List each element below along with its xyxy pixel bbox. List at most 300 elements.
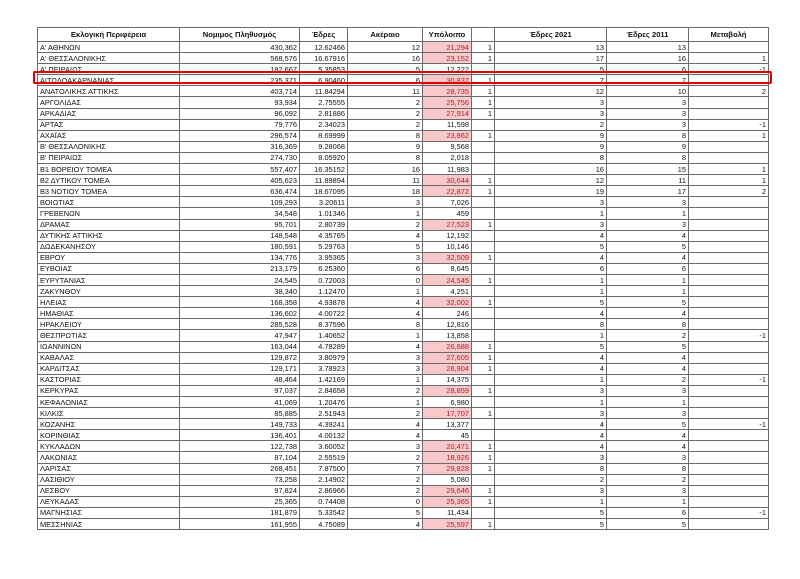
cell-integer: 4: [348, 341, 423, 352]
cell-change: [689, 230, 769, 241]
cell-seats-2021: 1: [495, 374, 607, 385]
cell-seats-2011: 4: [607, 352, 689, 363]
cell-population: 122,738: [180, 441, 300, 452]
table-row: [38, 97, 769, 108]
cell-seats-2021: 1: [495, 397, 607, 408]
cell-change: -1: [689, 119, 769, 130]
cell-extra: 1: [472, 86, 495, 97]
cell-extra: [472, 474, 495, 485]
cell-integer: 2: [348, 219, 423, 230]
table-row: [38, 374, 769, 385]
cell-remainder: 23,862: [423, 130, 472, 141]
cell-region: ΔΥΤΙΚΗΣ ΑΤΤΙΚΗΣ: [38, 230, 180, 241]
cell-change: [689, 297, 769, 308]
cell-seats-2021: 17: [495, 53, 607, 64]
header-remainder: Υπόλοιπο: [423, 28, 472, 42]
cell-remainder: 27,914: [423, 108, 472, 119]
cell-change: [689, 441, 769, 452]
cell-seats-2021: 4: [495, 230, 607, 241]
table-row: [38, 86, 769, 97]
cell-population: 274,730: [180, 152, 300, 163]
cell-integer: 2: [348, 474, 423, 485]
cell-integer: 6: [348, 263, 423, 274]
cell-integer: 8: [348, 130, 423, 141]
header-seats-2011: Έδρες 2011: [607, 28, 689, 42]
cell-change: -1: [689, 374, 769, 385]
cell-integer: 3: [348, 363, 423, 374]
cell-extra: [472, 208, 495, 219]
cell-seats: 4.78289: [300, 341, 348, 352]
cell-region: ΑΡΓΟΛΙΔΑΣ: [38, 97, 180, 108]
cell-extra: 1: [472, 297, 495, 308]
cell-integer: 0: [348, 496, 423, 507]
cell-seats-2011: 7: [607, 75, 689, 86]
cell-seats: 2.86966: [300, 485, 348, 496]
cell-seats-2021: 3: [495, 97, 607, 108]
cell-remainder: 27,605: [423, 352, 472, 363]
cell-seats-2021: 9: [495, 141, 607, 152]
cell-region: Β2 ΔΥΤΙΚΟΥ ΤΟΜΕΑ: [38, 175, 180, 186]
cell-region: ΚΙΛΚΙΣ: [38, 408, 180, 419]
cell-integer: 2: [348, 485, 423, 496]
cell-change: [689, 430, 769, 441]
cell-change: [689, 208, 769, 219]
cell-region: Β' ΘΕΣΣΑΛΟΝΙΚΗΣ: [38, 141, 180, 152]
cell-remainder: 30,837: [423, 75, 472, 86]
table-row: [38, 363, 769, 374]
cell-integer: 3: [348, 197, 423, 208]
cell-extra: 1: [472, 452, 495, 463]
cell-extra: [472, 241, 495, 252]
cell-change: [689, 408, 769, 419]
cell-change: [689, 474, 769, 485]
cell-population: 182,667: [180, 64, 300, 75]
cell-seats: 8.05920: [300, 152, 348, 163]
cell-seats-2021: 1: [495, 496, 607, 507]
cell-population: 73,258: [180, 474, 300, 485]
cell-seats-2011: 16: [607, 53, 689, 64]
cell-region: ΚΥΚΛΑΔΩΝ: [38, 441, 180, 452]
cell-change: [689, 152, 769, 163]
cell-population: 557,407: [180, 164, 300, 175]
cell-seats: 2.51943: [300, 408, 348, 419]
table-row: [38, 496, 769, 507]
cell-remainder: 246: [423, 308, 472, 319]
cell-change: [689, 319, 769, 330]
cell-seats-2011: 6: [607, 507, 689, 518]
cell-seats: 0.72003: [300, 274, 348, 285]
cell-change: [689, 397, 769, 408]
cell-seats-2011: 3: [607, 219, 689, 230]
cell-seats-2011: 5: [607, 241, 689, 252]
table-body: [38, 42, 769, 530]
header-integer: Ακέραιο: [348, 28, 423, 42]
cell-population: 181,879: [180, 507, 300, 518]
cell-seats-2011: 8: [607, 130, 689, 141]
cell-seats: 4.93878: [300, 297, 348, 308]
cell-seats-2011: 5: [607, 419, 689, 430]
cell-seats-2011: 4: [607, 430, 689, 441]
table-row: [38, 186, 769, 197]
cell-seats: 5.35853: [300, 64, 348, 75]
cell-seats-2021: 4: [495, 419, 607, 430]
cell-integer: 5: [348, 241, 423, 252]
cell-extra: 1: [472, 175, 495, 186]
cell-seats: 4.35765: [300, 230, 348, 241]
cell-integer: 18: [348, 186, 423, 197]
cell-seats: 12.62466: [300, 42, 348, 53]
cell-extra: 1: [472, 219, 495, 230]
cell-extra: [472, 141, 495, 152]
cell-remainder: 18,926: [423, 452, 472, 463]
seats-table: [37, 27, 769, 530]
cell-extra: 1: [472, 108, 495, 119]
cell-extra: 1: [472, 485, 495, 496]
cell-change: [689, 452, 769, 463]
cell-region: ΗΜΑΘΙΑΣ: [38, 308, 180, 319]
cell-extra: [472, 330, 495, 341]
cell-population: 636,474: [180, 186, 300, 197]
cell-region: ΑΝΑΤΟΛΙΚΗΣ ΑΤΤΙΚΗΣ: [38, 86, 180, 97]
cell-seats-2021: 3: [495, 385, 607, 396]
cell-integer: 2: [348, 119, 423, 130]
cell-extra: 1: [472, 186, 495, 197]
cell-seats: 7.87500: [300, 463, 348, 474]
cell-seats-2021: 19: [495, 186, 607, 197]
cell-change: [689, 308, 769, 319]
cell-seats: 6.90460: [300, 75, 348, 86]
cell-extra: [472, 430, 495, 441]
cell-seats-2021: 12: [495, 175, 607, 186]
cell-region: Α' ΑΘΗΝΩΝ: [38, 42, 180, 53]
cell-extra: 1: [472, 385, 495, 396]
cell-population: 316,369: [180, 141, 300, 152]
cell-remainder: 25,365: [423, 496, 472, 507]
cell-seats-2011: 15: [607, 164, 689, 175]
cell-population: 47,947: [180, 330, 300, 341]
cell-seats-2021: 8: [495, 319, 607, 330]
table-row: [38, 474, 769, 485]
cell-extra: 1: [472, 274, 495, 285]
cell-seats-2021: 5: [495, 297, 607, 308]
cell-remainder: 32,002: [423, 297, 472, 308]
cell-change: -1: [689, 419, 769, 430]
cell-remainder: 7,026: [423, 197, 472, 208]
cell-remainder: 25,756: [423, 97, 472, 108]
table-row: [38, 352, 769, 363]
table-row: [38, 319, 769, 330]
cell-remainder: 23,152: [423, 53, 472, 64]
cell-population: 430,362: [180, 42, 300, 53]
cell-region: ΚΟΖΑΝΗΣ: [38, 419, 180, 430]
cell-seats: 2.81886: [300, 108, 348, 119]
cell-extra: 1: [472, 363, 495, 374]
cell-region: Β' ΠΕΙΡΑΙΩΣ: [38, 152, 180, 163]
cell-region: ΑΙΤΩΛΟΑΚΑΡΝΑΝΙΑΣ: [38, 75, 180, 86]
cell-extra: 1: [472, 463, 495, 474]
cell-seats-2021: 13: [495, 42, 607, 53]
cell-seats-2011: 2: [607, 374, 689, 385]
cell-population: 136,401: [180, 430, 300, 441]
cell-population: 129,171: [180, 363, 300, 374]
header-extra: [472, 28, 495, 42]
cell-region: ΓΡΕΒΕΝΩΝ: [38, 208, 180, 219]
cell-region: ΕΥΡΥΤΑΝΙΑΣ: [38, 274, 180, 285]
table-row: [38, 53, 769, 64]
cell-change: [689, 519, 769, 530]
cell-remainder: 28,859: [423, 385, 472, 396]
table-row: [38, 119, 769, 130]
cell-region: ΚΕΦΑΛΟΝΙΑΣ: [38, 397, 180, 408]
cell-integer: 0: [348, 274, 423, 285]
table-row: [38, 252, 769, 263]
cell-seats-2021: 8: [495, 152, 607, 163]
cell-seats-2021: 1: [495, 274, 607, 285]
cell-extra: [472, 164, 495, 175]
cell-change: [689, 141, 769, 152]
cell-seats: 1.20476: [300, 397, 348, 408]
cell-seats: 11.84294: [300, 86, 348, 97]
cell-population: 97,824: [180, 485, 300, 496]
cell-region: Α' ΠΕΙΡΑΙΩΣ: [38, 64, 180, 75]
cell-region: ΑΡΤΑΣ: [38, 119, 180, 130]
cell-region: ΚΑΒΑΛΑΣ: [38, 352, 180, 363]
cell-seats-2021: 4: [495, 352, 607, 363]
cell-remainder: 26,688: [423, 341, 472, 352]
cell-seats: 0.74408: [300, 496, 348, 507]
cell-seats-2011: 3: [607, 197, 689, 208]
cell-remainder: 29,828: [423, 463, 472, 474]
table-row: [38, 42, 769, 53]
cell-seats-2011: 3: [607, 119, 689, 130]
cell-seats-2021: 5: [495, 241, 607, 252]
cell-seats-2021: 3: [495, 197, 607, 208]
cell-seats-2021: 4: [495, 441, 607, 452]
cell-seats-2021: 3: [495, 408, 607, 419]
cell-seats-2011: 4: [607, 252, 689, 263]
cell-change: -1: [689, 507, 769, 518]
cell-change: 2: [689, 186, 769, 197]
cell-integer: 1: [348, 374, 423, 385]
cell-integer: 4: [348, 308, 423, 319]
cell-seats: 9.28068: [300, 141, 348, 152]
cell-region: ΚΑΣΤΟΡΙΑΣ: [38, 374, 180, 385]
cell-population: 403,714: [180, 86, 300, 97]
cell-change: -1: [689, 330, 769, 341]
cell-integer: 8: [348, 319, 423, 330]
cell-extra: [472, 319, 495, 330]
cell-population: 38,340: [180, 286, 300, 297]
cell-seats-2011: 11: [607, 175, 689, 186]
cell-remainder: 30,644: [423, 175, 472, 186]
cell-integer: 12: [348, 42, 423, 53]
cell-seats: 2.14902: [300, 474, 348, 485]
cell-seats-2011: 2: [607, 474, 689, 485]
cell-remainder: 12,192: [423, 230, 472, 241]
cell-extra: 1: [472, 252, 495, 263]
cell-seats-2011: 9: [607, 141, 689, 152]
cell-population: 48,464: [180, 374, 300, 385]
cell-seats-2021: 3: [495, 219, 607, 230]
cell-change: 1: [689, 175, 769, 186]
cell-region: ΛΑΣΙΘΙΟΥ: [38, 474, 180, 485]
cell-remainder: 5,080: [423, 474, 472, 485]
cell-remainder: 45: [423, 430, 472, 441]
table-row: [38, 274, 769, 285]
cell-population: 285,528: [180, 319, 300, 330]
cell-population: 134,776: [180, 252, 300, 263]
cell-remainder: 26,904: [423, 363, 472, 374]
cell-seats: 3.60052: [300, 441, 348, 452]
cell-extra: [472, 397, 495, 408]
cell-remainder: 6,980: [423, 397, 472, 408]
table-row: [38, 385, 769, 396]
cell-seats-2011: 4: [607, 363, 689, 374]
cell-region: ΔΩΔΕΚΑΝΗΣΟΥ: [38, 241, 180, 252]
table-row: [38, 308, 769, 319]
cell-remainder: 2,018: [423, 152, 472, 163]
cell-remainder: 21,294: [423, 42, 472, 53]
table-row: [38, 341, 769, 352]
cell-remainder: 22,872: [423, 186, 472, 197]
cell-population: 96,092: [180, 108, 300, 119]
cell-change: 2: [689, 86, 769, 97]
cell-integer: 1: [348, 330, 423, 341]
cell-population: 93,934: [180, 97, 300, 108]
cell-integer: 4: [348, 230, 423, 241]
cell-seats: 3.80979: [300, 352, 348, 363]
cell-region: ΛΑΡΙΣΑΣ: [38, 463, 180, 474]
cell-change: [689, 108, 769, 119]
table-row: [38, 297, 769, 308]
cell-integer: 6: [348, 75, 423, 86]
table-row: [38, 519, 769, 530]
table-row: [38, 141, 769, 152]
cell-region: ΗΡΑΚΛΕΙΟΥ: [38, 319, 180, 330]
cell-integer: 4: [348, 297, 423, 308]
cell-integer: 9: [348, 141, 423, 152]
cell-seats-2021: 2: [495, 474, 607, 485]
cell-seats-2021: 16: [495, 164, 607, 175]
cell-remainder: 29,646: [423, 485, 472, 496]
cell-extra: 1: [472, 75, 495, 86]
cell-seats: 1.01346: [300, 208, 348, 219]
cell-population: 148,548: [180, 230, 300, 241]
cell-change: 1: [689, 164, 769, 175]
cell-region: ΛΕΥΚΑΔΑΣ: [38, 496, 180, 507]
cell-region: ΑΧΑΪΑΣ: [38, 130, 180, 141]
cell-seats-2011: 10: [607, 86, 689, 97]
cell-region: ΖΑΚΥΝΘΟΥ: [38, 286, 180, 297]
cell-seats-2011: 3: [607, 385, 689, 396]
header-population: Νομιμος Πληθυσμός: [180, 28, 300, 42]
cell-remainder: 9,568: [423, 141, 472, 152]
cell-remainder: 20,471: [423, 441, 472, 452]
cell-seats-2021: 1: [495, 208, 607, 219]
cell-seats-2021: 12: [495, 86, 607, 97]
cell-extra: 1: [472, 352, 495, 363]
cell-change: [689, 286, 769, 297]
cell-population: 149,733: [180, 419, 300, 430]
table-row: [38, 485, 769, 496]
table-row: [38, 397, 769, 408]
cell-remainder: 11,598: [423, 119, 472, 130]
cell-seats-2011: 17: [607, 186, 689, 197]
cell-extra: [472, 374, 495, 385]
cell-remainder: 13,858: [423, 330, 472, 341]
cell-seats: 3.78923: [300, 363, 348, 374]
cell-seats-2021: 5: [495, 341, 607, 352]
cell-seats-2011: 5: [607, 297, 689, 308]
cell-change: 1: [689, 53, 769, 64]
cell-remainder: 17,707: [423, 408, 472, 419]
cell-seats: 16.67916: [300, 53, 348, 64]
cell-extra: [472, 152, 495, 163]
table-row: [38, 219, 769, 230]
cell-seats-2011: 1: [607, 496, 689, 507]
cell-seats-2011: 13: [607, 42, 689, 53]
cell-extra: [472, 507, 495, 518]
cell-integer: 2: [348, 452, 423, 463]
cell-region: ΑΡΚΑΔΙΑΣ: [38, 108, 180, 119]
cell-population: 213,179: [180, 263, 300, 274]
header-change: Μεταβολή: [689, 28, 769, 42]
cell-population: 109,293: [180, 197, 300, 208]
cell-integer: 1: [348, 397, 423, 408]
cell-change: [689, 219, 769, 230]
cell-seats-2021: 5: [495, 64, 607, 75]
cell-change: 1: [689, 130, 769, 141]
cell-seats: 3.95365: [300, 252, 348, 263]
cell-seats-2021: 4: [495, 252, 607, 263]
cell-seats-2021: 4: [495, 363, 607, 374]
cell-extra: [472, 263, 495, 274]
header-seats: Έδρες: [300, 28, 348, 42]
cell-seats: 5.33542: [300, 507, 348, 518]
table-row: [38, 463, 769, 474]
cell-integer: 3: [348, 441, 423, 452]
cell-integer: 4: [348, 419, 423, 430]
table-row: [38, 64, 769, 75]
cell-change: [689, 263, 769, 274]
cell-seats: 16.35152: [300, 164, 348, 175]
cell-integer: 2: [348, 408, 423, 419]
cell-change: [689, 352, 769, 363]
cell-seats: 2.55519: [300, 452, 348, 463]
cell-extra: [472, 64, 495, 75]
cell-remainder: 24,545: [423, 274, 472, 285]
cell-region: Α' ΘΕΣΣΑΛΟΝΙΚΗΣ: [38, 53, 180, 64]
cell-extra: [472, 419, 495, 430]
cell-change: [689, 485, 769, 496]
cell-region: ΘΕΣΠΡΩΤΙΑΣ: [38, 330, 180, 341]
cell-change: [689, 97, 769, 108]
cell-extra: 1: [472, 130, 495, 141]
cell-seats-2021: 3: [495, 452, 607, 463]
cell-extra: [472, 230, 495, 241]
cell-seats-2021: 1: [495, 330, 607, 341]
cell-seats: 2.75555: [300, 97, 348, 108]
table-row: [38, 164, 769, 175]
table-row: [38, 208, 769, 219]
cell-integer: 4: [348, 519, 423, 530]
cell-change: [689, 385, 769, 396]
table-row: [38, 175, 769, 186]
cell-change: -1: [689, 64, 769, 75]
cell-region: ΕΒΡΟΥ: [38, 252, 180, 263]
cell-seats: 3.20611: [300, 197, 348, 208]
cell-integer: 3: [348, 352, 423, 363]
